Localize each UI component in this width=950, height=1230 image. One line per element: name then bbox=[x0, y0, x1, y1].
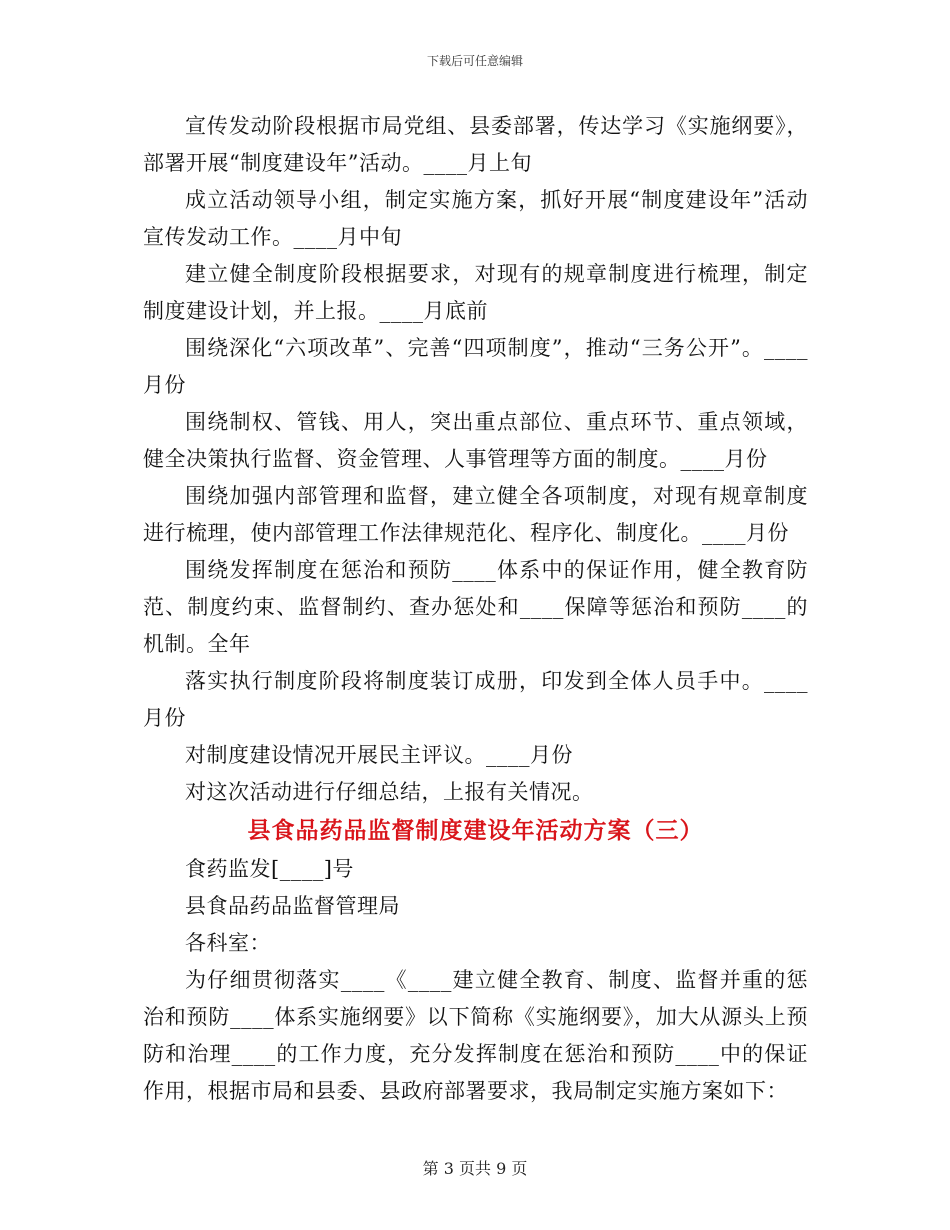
paragraph-publicity-phase: 宣传发动阶段根据市局党组、县委部署，传达学习《实施纲要》，部署开展“制度建设年”活动。____月上旬 bbox=[143, 114, 808, 175]
paragraph-internal-management: 围绕加强内部管理和监督，建立健全各项制度，对现有规章制度进行梳理，使内部管理工作法律规范化、程序化、制度化。____月份 bbox=[143, 484, 808, 545]
document-body bbox=[143, 108, 808, 1110]
paragraph-six-reforms: 围绕深化“六项改革”、完善“四项制度”，推动“三务公开”。____月份 bbox=[143, 336, 808, 397]
paragraph-leading-group: 成立活动领导小组，制定实施方案，抓好开展“制度建设年”活动宣传发动工作。____月中旬 bbox=[143, 188, 808, 249]
paragraph-summary: 对这次活动进行仔细总结，上报有关情况。 bbox=[185, 780, 594, 804]
paragraph-introduction: 为仔细贯彻落实____《____建立健全教育、制度、监督并重的惩治和预防____体系实施纲要》以下简称《实施纲要》，加大从源头上预防和治理____的工作力度，充分发挥制度在惩治和预防____中的保证作用，根据市局和县委、县政府部署要求，我局制定实施方案如下： bbox=[143, 968, 808, 1103]
page-number: 第 3 页共 9 页 bbox=[422, 1159, 528, 1178]
addressee: 各科室： bbox=[185, 931, 271, 955]
document-number: 食药监发[____]号 bbox=[185, 857, 354, 881]
paragraph-prevention-mechanism: 围绕发挥制度在惩治和预防____体系中的保证作用，健全教育防范、制度约束、监督制约、查办惩处和____保障等惩治和预防____的机制。全年 bbox=[143, 558, 808, 656]
issuing-authority: 县食品药品监督管理局 bbox=[185, 894, 400, 918]
paragraph-establish-system: 建立健全制度阶段根据要求，对现有的规章制度进行梳理，制定制度建设计划，并上报。____月底前 bbox=[143, 262, 808, 323]
paragraph-power-money-people: 围绕制权、管钱、用人，突出重点部位、重点环节、重点领域，健全决策执行监督、资金管理、人事管理等方面的制度。____月份 bbox=[143, 410, 808, 471]
paragraph-implementation-phase: 落实执行制度阶段将制度装订成册，印发到全体人员手中。____月份 bbox=[143, 669, 808, 730]
section-title: 县食品药品监督制度建设年活动方案（三） bbox=[247, 818, 704, 844]
page-header: 下载后可任意编辑 bbox=[426, 54, 523, 68]
paragraph-democratic-review: 对制度建设情况开展民主评议。____月份 bbox=[185, 743, 573, 767]
